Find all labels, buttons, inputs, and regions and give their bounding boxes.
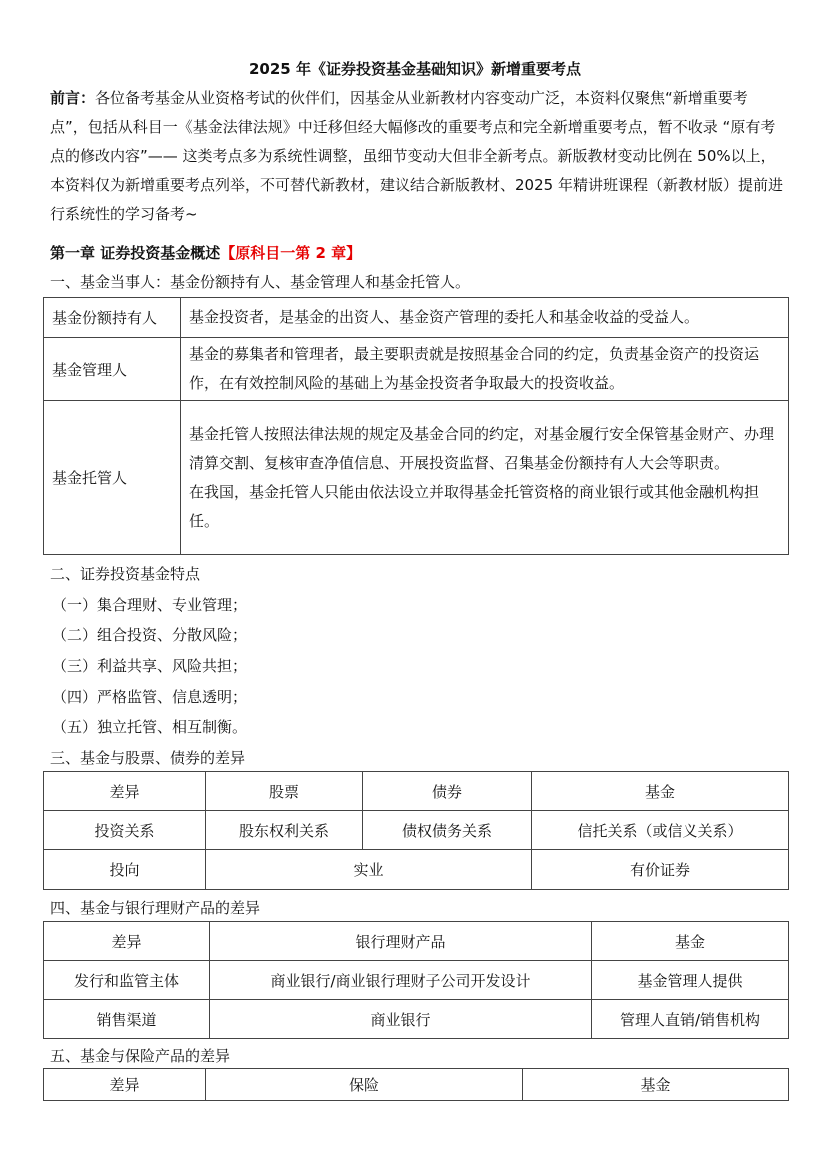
header-cell: 基金	[532, 772, 789, 811]
table-cell: 商业银行/商业银行理财子公司开发设计	[210, 961, 592, 1000]
stock-bond-table	[43, 771, 789, 890]
table-cell: 销售渠道	[44, 1000, 210, 1039]
parties-table	[43, 297, 789, 555]
table-cell: 发行和监管主体	[44, 961, 210, 1000]
table-row	[44, 1000, 789, 1039]
feature-item: （三）利益共享、风险共担；	[52, 657, 248, 675]
table-row	[44, 338, 789, 401]
party-description: 基金的募集者和管理者，最主要职责就是按照基金合同的约定，负责基金资产的投资运作，在有效控制风险的基础上为基金投资者争取最大的投资收益。	[181, 338, 789, 401]
feature-item: （五）独立托管、相互制衡。	[52, 718, 248, 736]
header-cell: 基金	[523, 1069, 789, 1101]
table-cell: 投资关系	[44, 811, 206, 850]
section3-heading: 三、基金与股票、债券的差异	[50, 749, 246, 767]
table-cell: 有价证券	[532, 850, 789, 890]
table-row	[44, 961, 789, 1000]
bank-product-table	[43, 921, 789, 1039]
section4-heading: 四、基金与银行理财产品的差异	[50, 899, 261, 917]
header-cell: 差异	[44, 922, 210, 961]
custodian-duties: 基金托管人按照法律法规的规定及基金合同的约定，对基金履行安全保管基金财产、办理清算交割、复核审查净值信息、开展投资监督、召集基金份额持有人大会等职责。	[189, 424, 775, 472]
table-header-row	[44, 1069, 789, 1101]
party-description: 基金投资者，是基金的出资人、基金资产管理的委托人和基金收益的受益人。	[181, 298, 789, 338]
header-cell: 差异	[44, 1069, 206, 1101]
table-cell: 信托关系（或信义关系）	[532, 811, 789, 850]
feature-item: （四）严格监管、信息透明；	[52, 688, 248, 706]
table-cell: 债权债务关系	[363, 811, 532, 850]
party-label: 基金份额持有人	[44, 298, 181, 338]
table-row	[44, 401, 789, 555]
table-cell: 实业	[206, 850, 532, 890]
chapter-title: 第一章 证券投资基金概述	[50, 244, 221, 262]
chapter-source-note: 【原科目一第 2 章】	[220, 244, 362, 262]
insurance-table	[43, 1068, 789, 1101]
feature-item: （一）集合理财、专业管理；	[52, 596, 248, 614]
party-label: 基金托管人	[44, 401, 181, 555]
feature-item: （二）组合投资、分散风险；	[52, 626, 248, 644]
preface-text: 各位备考基金从业资格考试的伙伴们，因基金从业新教材内容变动广泛，本资料仅聚焦“新增重要考点”，包括从科目一《基金法律法规》中迁移但经大幅修改的重要考点和完全新增重要考点，暂不收录 “原有考点的修改内容”—— 这类考点多为系统性调整，虽细节变动大但非全新考点。新版教材变动比例在 50%以上，本资料仅为新增重要考点列举，不可替代新教材，建议结合新版教材、2025 年精讲班课程（新教材版）提前进行系统性的学习备考~	[50, 89, 783, 223]
header-cell: 银行理财产品	[210, 922, 592, 961]
table-cell: 商业银行	[210, 1000, 592, 1039]
preface-label: 前言：	[50, 89, 96, 107]
party-label: 基金管理人	[44, 338, 181, 401]
table-row	[44, 298, 789, 338]
header-cell: 差异	[44, 772, 206, 811]
header-cell: 债券	[363, 772, 532, 811]
custodian-qualification: 在我国，基金托管人只能由依法设立并取得基金托管资格的商业银行或其他金融机构担任。	[189, 482, 760, 530]
table-cell: 管理人直销/销售机构	[592, 1000, 789, 1039]
header-cell: 保险	[206, 1069, 523, 1101]
chapter-heading	[50, 242, 361, 264]
header-cell: 基金	[592, 922, 789, 961]
preface-paragraph	[50, 84, 785, 229]
section5-heading: 五、基金与保险产品的差异	[50, 1047, 231, 1065]
header-cell: 股票	[206, 772, 363, 811]
table-cell: 基金管理人提供	[592, 961, 789, 1000]
party-description	[181, 401, 789, 555]
table-cell: 股东权利关系	[206, 811, 363, 850]
table-row	[44, 811, 789, 850]
table-header-row	[44, 922, 789, 961]
section1-heading: 一、基金当事人：基金份额持有人、基金管理人和基金托管人。	[50, 273, 471, 291]
section2-heading: 二、证券投资基金特点	[50, 565, 201, 583]
table-cell: 投向	[44, 850, 206, 890]
document-title: 2025 年《证券投资基金基础知识》新增重要考点	[249, 60, 581, 78]
table-row	[44, 850, 789, 890]
table-header-row	[44, 772, 789, 811]
